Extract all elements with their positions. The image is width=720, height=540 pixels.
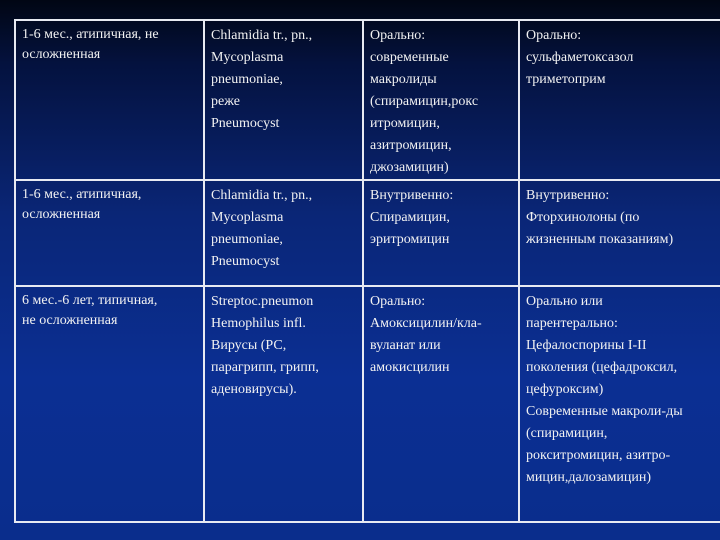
- cell-text-line: мицин,далозамицин): [526, 470, 652, 485]
- cell-text-line: рокситромицин, азитро-: [526, 448, 671, 463]
- cell-text-line: 6 мес.-6 лет, типичная,: [22, 293, 158, 308]
- cell-text-line: Mycoplasma: [211, 50, 284, 65]
- cell-text-line: Pneumocyst: [211, 116, 280, 131]
- cell-text-line: итромицин,: [370, 116, 440, 131]
- cell-text-line: осложненная: [22, 207, 101, 222]
- cell-text-line: Орально:: [370, 294, 426, 309]
- cell-text-line: сульфаметоксазол: [526, 50, 634, 65]
- cell-text-line: Внутривенно:: [370, 188, 454, 203]
- cell-text-line: триметоприм: [526, 72, 606, 87]
- cell-text-line: цефуроксим): [526, 382, 604, 397]
- cell-text-line: Орально:: [370, 28, 426, 43]
- cell-text-line: Hemophilus infl.: [211, 316, 306, 331]
- cell-text-line: 1-6 мес., атипичная,: [22, 187, 142, 202]
- cell-text-line: Амоксицилин/кла-: [370, 316, 482, 331]
- cell-text-line: жизненным показаниям): [526, 232, 674, 247]
- pathogen-cell: [204, 180, 363, 286]
- cell-text-line: современные: [370, 50, 449, 65]
- cell-text-line: парагрипп, грипп,: [211, 360, 319, 375]
- table-row: [15, 180, 720, 286]
- cell-text-line: парентерально:: [526, 316, 618, 331]
- first-line-therapy-cell: [363, 180, 519, 286]
- cell-text-line: Цефалоспорины I-II: [526, 338, 647, 353]
- first-line-therapy-cell: [363, 20, 519, 180]
- cell-text-line: Chlamidia tr., pn.,: [211, 28, 313, 43]
- cell-text-line: Орально:: [526, 28, 582, 43]
- cell-text-line: джозамицин): [370, 160, 449, 175]
- age-group-cell: [15, 180, 204, 286]
- cell-text-line: аденовирусы).: [211, 382, 297, 397]
- alternative-therapy-cell: [519, 20, 720, 180]
- cell-text-line: вуланат или: [370, 338, 441, 353]
- cell-text-line: осложненная: [22, 47, 101, 62]
- cell-text-line: pneumoniae,: [211, 232, 283, 247]
- table-row: [15, 286, 720, 522]
- cell-text-line: поколения (цефадроксил,: [526, 360, 678, 375]
- cell-text-line: Орально или: [526, 294, 603, 309]
- cell-text-line: Спирамицин,: [370, 210, 450, 225]
- table-row: [15, 20, 720, 180]
- treatment-table: [14, 19, 720, 523]
- age-group-cell: [15, 286, 204, 522]
- pathogen-cell: [204, 286, 363, 522]
- cell-text-line: Pneumocyst: [211, 254, 280, 269]
- alternative-therapy-cell: [519, 286, 720, 522]
- cell-text-line: (спирамицин,: [526, 426, 608, 441]
- cell-text-line: (спирамицин,рокс: [370, 94, 479, 109]
- cell-text-line: реже: [211, 94, 240, 109]
- cell-text-line: Mycoplasma: [211, 210, 284, 225]
- cell-text-line: pneumoniae,: [211, 72, 283, 87]
- pathogen-cell: [204, 20, 363, 180]
- cell-text-line: 1-6 мес., атипичная, не: [22, 27, 159, 42]
- cell-text-line: эритромицин: [370, 232, 450, 247]
- cell-text-line: не осложненная: [22, 313, 118, 328]
- cell-text-line: Фторхинолоны (по: [526, 210, 640, 225]
- cell-text-line: макролиды: [370, 72, 437, 87]
- cell-text-line: Внутривенно:: [526, 188, 610, 203]
- alternative-therapy-cell: [519, 180, 720, 286]
- cell-text-line: Вирусы (РС,: [211, 338, 287, 353]
- cell-text-line: Streptoc.pneumon: [211, 294, 314, 309]
- age-group-cell: [15, 20, 204, 180]
- cell-text-line: азитромицин,: [370, 138, 452, 153]
- cell-text-line: Chlamidia tr., pn.,: [211, 188, 313, 203]
- cell-text-line: Современные макроли-ды: [526, 404, 683, 419]
- cell-text-line: амокисцилин: [370, 360, 450, 375]
- first-line-therapy-cell: [363, 286, 519, 522]
